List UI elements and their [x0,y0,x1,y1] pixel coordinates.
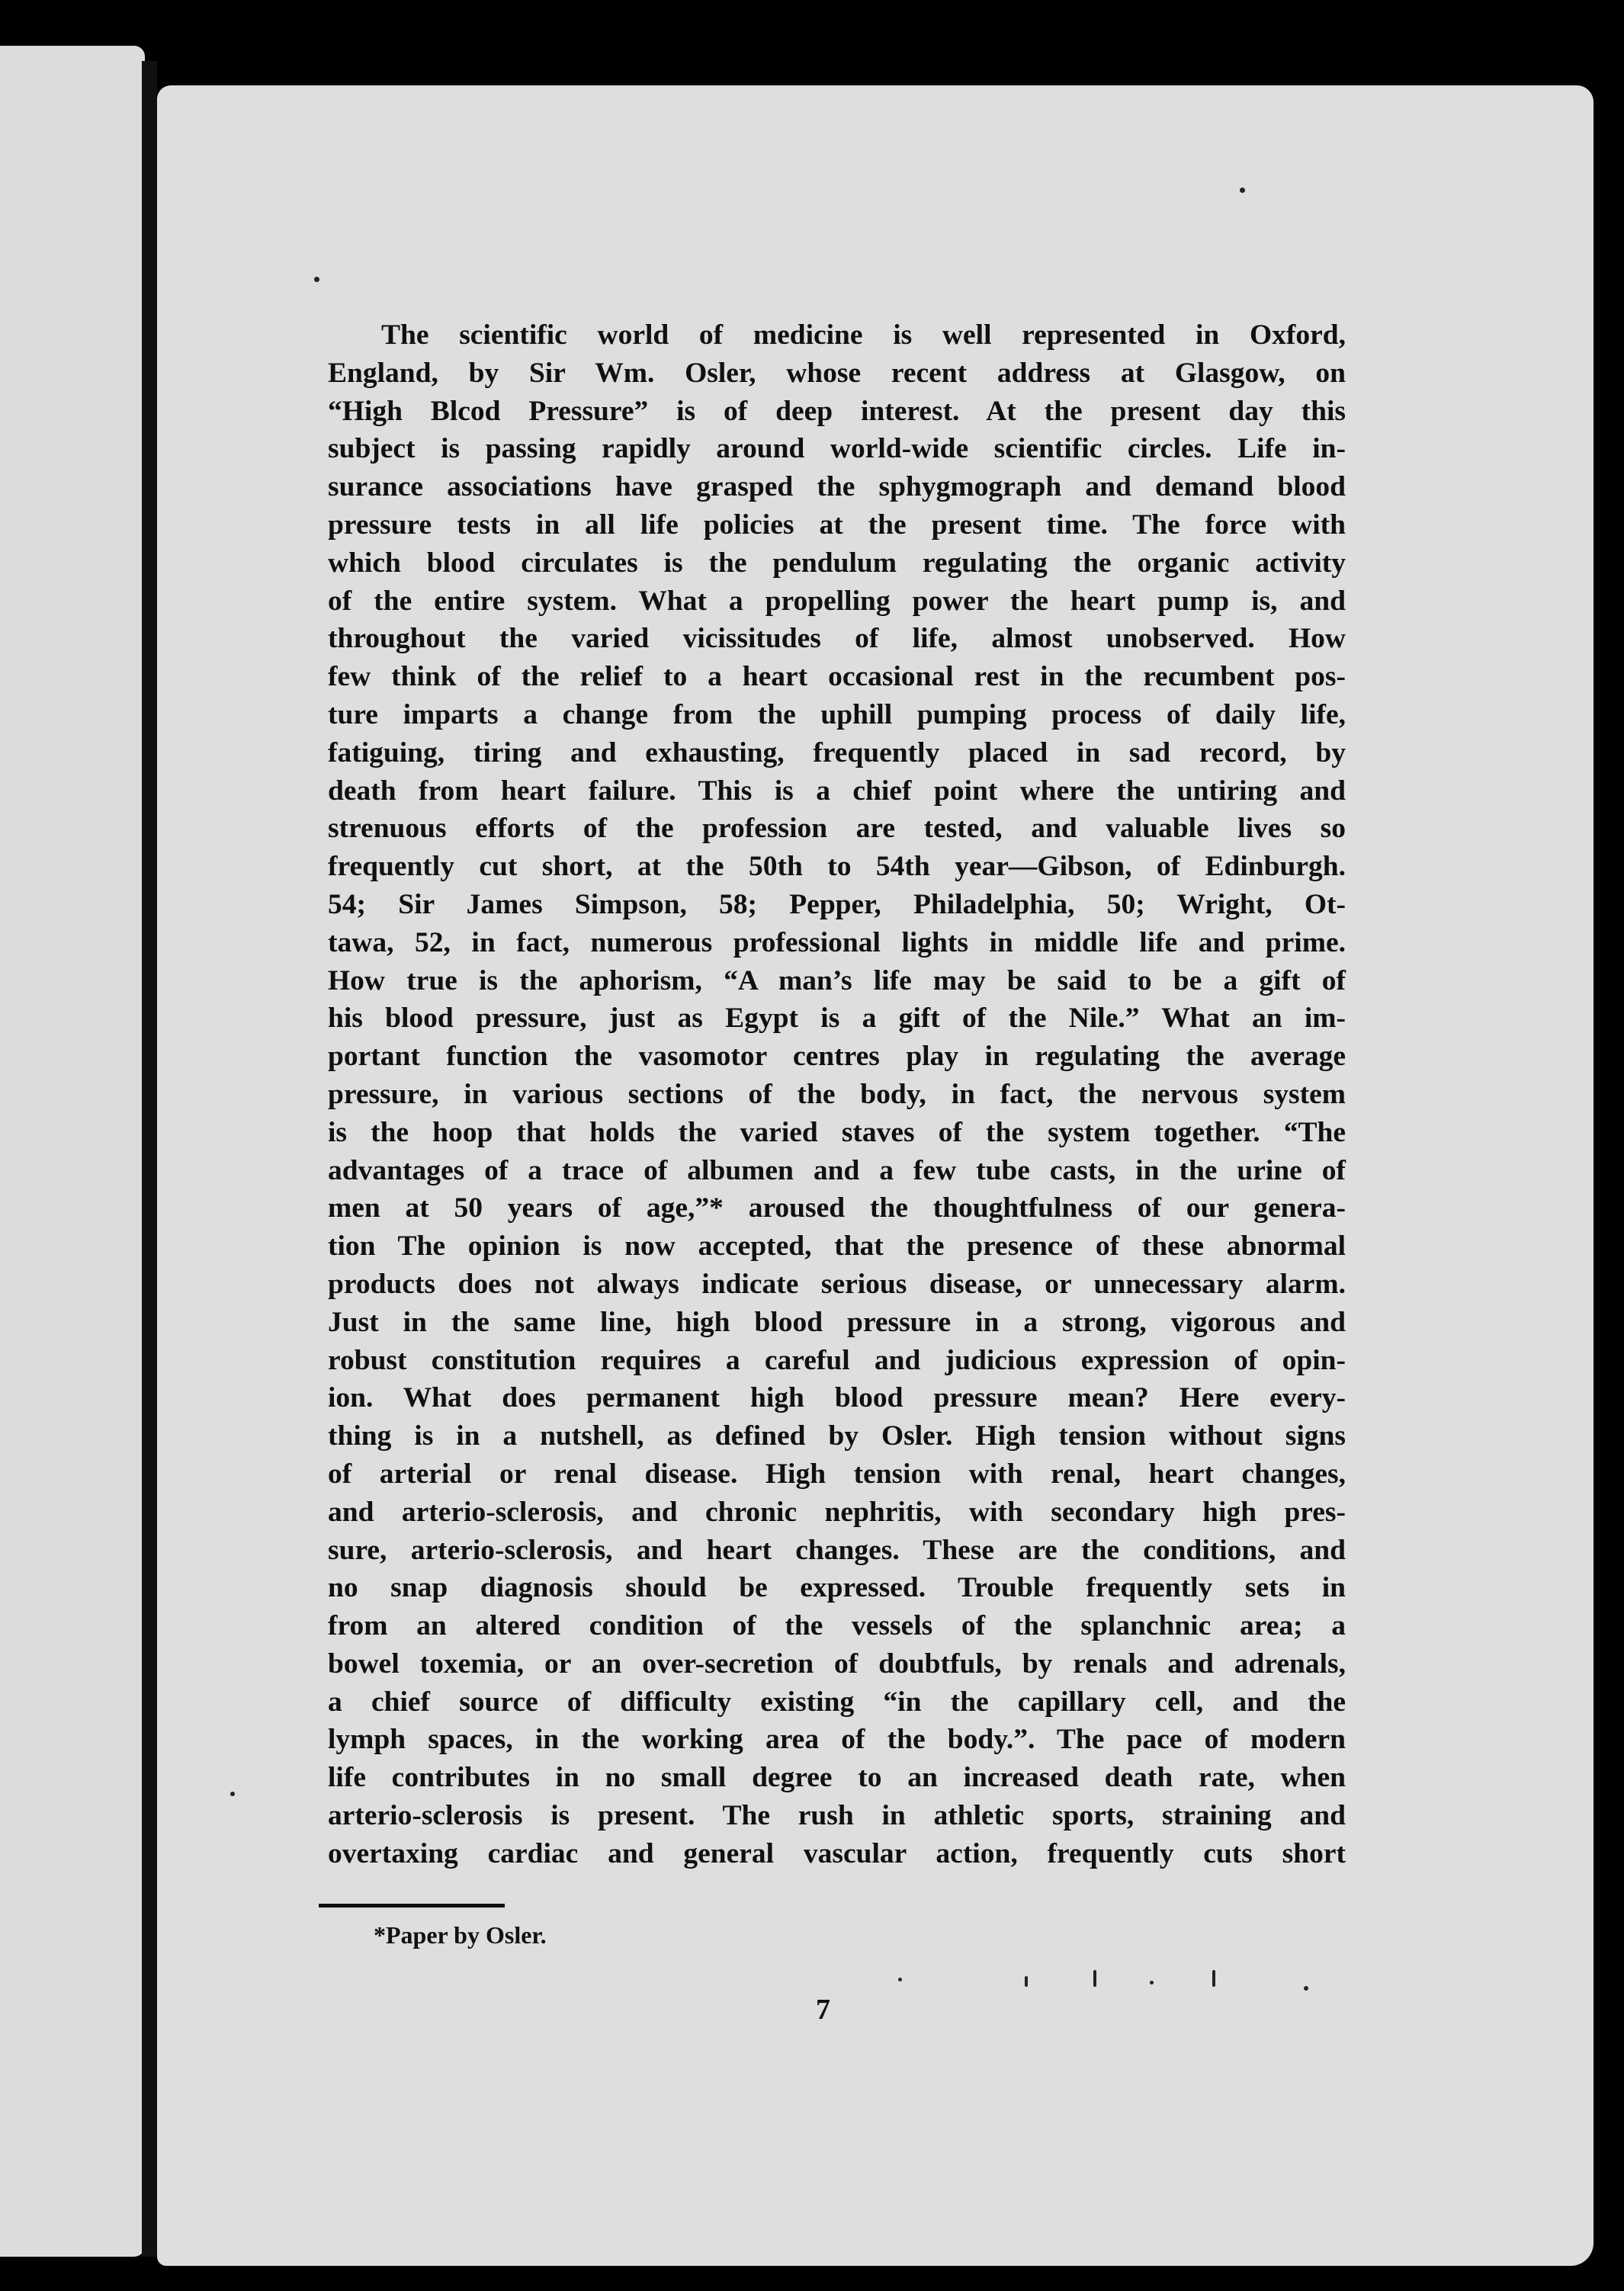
scan-speck [1093,1970,1096,1987]
scan-speck [314,277,319,282]
text-line: subject is passing rapidly around world-wide scientific circles. Life in- [328,433,1346,465]
footnote: *Paper by Osler. [374,1921,547,1949]
book-gutter [142,61,157,2257]
text-line: Just in the same line, high blood pressure in a strong, vigorous and [328,1306,1346,1338]
footnote-rule [319,1904,505,1908]
text-line: men at 50 years of age,”* aroused the thoughtfulness of our genera- [328,1192,1346,1224]
body-paragraph [328,316,1346,1873]
text-line: surance associations have grasped the sphygmograph and demand blood [328,471,1346,503]
text-line: throughout the varied vicissitudes of life, almost unobserved. How [328,623,1346,655]
text-line: from an altered condition of the vessels of the splanchnic area; a [328,1610,1346,1642]
scan-speck [1025,1976,1028,1987]
text-line: ture imparts a change from the uphill pumping process of daily life, [328,698,1346,730]
text-line: products does not always indicate serious disease, or unnecessary alarm. [328,1268,1346,1300]
text-line: The scientific world of medicine is well represented in Oxford, [381,319,1346,351]
text-line: death from heart failure. This is a chief point where the untiring and [328,775,1346,807]
text-line: lymph spaces, in the working area of the body.”. The pace of modern [328,1724,1346,1756]
text-line: England, by Sir Wm. Osler, whose recent address at Glasgow, on [328,357,1346,389]
scan-speck [230,1792,235,1796]
text-line: portant function the vasomotor centres play in regulating the average [328,1041,1346,1073]
scan-speck [1240,188,1245,193]
text-line: tion The opinion is now accepted, that the presence of these abnormal [328,1231,1346,1263]
text-line: which blood circulates is the pendulum regulating the organic activity [328,547,1346,579]
text-line: robust constitution requires a careful and judicious expression of opin- [328,1344,1346,1376]
text-line: arterio-sclerosis is present. The rush in athletic sports, straining and [328,1800,1346,1832]
text-line: strenuous efforts of the profession are tested, and valuable lives so [328,813,1346,845]
text-line: his blood pressure, just as Egypt is a gift of the Nile.” What an im- [328,1003,1346,1035]
text-line: advantages of a trace of albumen and a few tube casts, in the urine of [328,1154,1346,1186]
text-line: 54; Sir James Simpson, 58; Pepper, Philadelphia, 50; Wright, Ot- [328,888,1346,920]
text-line: no snap diagnosis should be expressed. Trouble frequently sets in [328,1572,1346,1604]
scan-speck [898,1978,902,1981]
text-line: fatiguing, tiring and exhausting, frequently placed in sad record, by [328,736,1346,768]
scan-speck [1150,1981,1154,1985]
scan-speck [1304,1986,1308,1991]
text-line: How true is the aphorism, “A man’s life may be said to be a gift of [328,964,1346,996]
text-line: of arterial or renal disease. High tension with renal, heart changes, [328,1458,1346,1490]
text-line: few think of the relief to a heart occasional rest in the recumbent pos- [328,661,1346,693]
text-line: and arterio-sclerosis, and chronic nephritis, with secondary high pres- [328,1496,1346,1528]
text-line: “High Blcod Pressure” is of deep interest. At the present day this [328,395,1346,427]
text-line: tawa, 52, in fact, numerous professional lights in middle life and prime. [328,926,1346,958]
text-line: overtaxing cardiac and general vascular action, frequently cuts short [328,1837,1346,1869]
left-page-edge [0,46,145,2257]
scan-speck [1212,1970,1215,1987]
page-number: 7 [816,1994,830,2026]
text-line: sure, arterio-sclerosis, and heart changes. These are the conditions, and [328,1534,1346,1566]
text-line: is the hoop that holds the varied staves of the system together. “The [328,1116,1346,1148]
text-line: a chief source of difficulty existing “in the capillary cell, and the [328,1686,1346,1718]
text-line: bowel toxemia, or an over-secretion of doubtfuls, by renals and adrenals, [328,1648,1346,1680]
text-line: of the entire system. What a propelling power the heart pump is, and [328,585,1346,617]
text-line: frequently cut short, at the 50th to 54th year—Gibson, of Edinburgh. [328,851,1346,883]
text-line: ion. What does permanent high blood pressure mean? Here every- [328,1382,1346,1414]
text-line: thing is in a nutshell, as defined by Osler. High tension without signs [328,1420,1346,1452]
text-line: pressure tests in all life policies at the present time. The force with [328,509,1346,541]
text-line: life contributes in no small degree to an increased death rate, when [328,1762,1346,1794]
text-line: pressure, in various sections of the body, in fact, the nervous system [328,1078,1346,1110]
